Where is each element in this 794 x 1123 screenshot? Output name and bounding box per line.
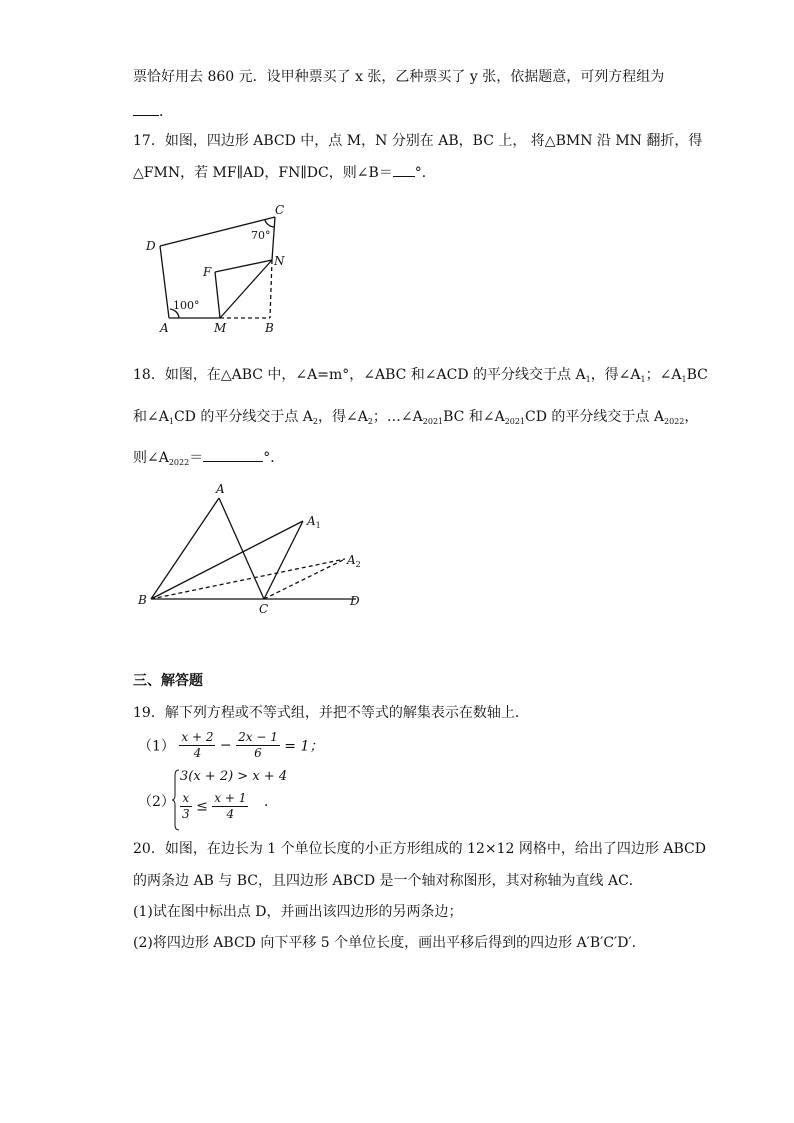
label-M: M (214, 321, 227, 335)
edge-BA (151, 498, 219, 599)
label-C: C (259, 602, 269, 616)
fraction: $\frac{x + 2}{4}$ (181, 730, 214, 760)
edge-BA2-dashed (151, 559, 345, 599)
label-A: A (216, 482, 225, 496)
label-A: A (160, 321, 169, 335)
q18-line1: 18．如图，在△ABC 中，∠A=m°，∠ABC 和∠ACD 的平分线交于点 $A_1$，得$\angle A_1$；$\angle A_1BC$ (133, 367, 708, 384)
label-B: B (265, 321, 274, 335)
edge-NB-dashed (270, 260, 272, 318)
q20-line3: (1)试在图中标出点 D，并画出该四边形的另两条边； (133, 904, 463, 920)
brace-icon (172, 769, 180, 831)
q18-line3: 则$\angle A_{2022}=$ °． (133, 450, 285, 467)
label-B: B (138, 593, 147, 607)
label-F: F (203, 265, 212, 279)
q17-line1: 17．如图，四边形 ABCD 中，点 M，N 分别在 AB，BC 上， 将△BMN 沿 MN 翻折，得 (133, 133, 703, 149)
label-A2: $A_2$ (347, 553, 361, 569)
edge-AC (219, 498, 264, 599)
fraction: $\frac{x + 1}{4}$ (214, 791, 247, 821)
label-D: D (146, 239, 156, 253)
answer-blank (393, 164, 415, 177)
q16-line2: ． (133, 101, 173, 121)
q20-line1: 20．如图，在边长为 1 个单位长度的小正方形组成的 12×12 网格中，给出了四边形 ABCD (133, 841, 706, 857)
label-C: C (275, 203, 285, 217)
angle-c-arc (265, 220, 274, 227)
edge-CA2-dashed (264, 559, 345, 599)
q17-line2: △FMN，若 MF∥AD，FN∥DC，则∠B＝ °． (133, 165, 436, 181)
answer-blank (133, 103, 159, 116)
q19-part1: （1） $\frac{x + 2}{4}$ − $\frac{2x - 1}{6}$ = 1； (138, 730, 324, 760)
q16-line1: 票恰好用去 860 元．设甲种票买了 x 张，乙种票买了 y 张，依据题意，可列方程组为 (133, 69, 665, 85)
q18-line2: 和$\angle A_1CD$ 的平分线交于点 $A_2$，得$\angle A_2$；$\dots\angle A_{2021}BC$ 和$\angle A_{2021}CD$ 的平分线交于点 $A_{2022}$， (133, 409, 699, 426)
answer-blank (203, 449, 263, 462)
label-D: D (350, 594, 360, 608)
fraction: $\frac{x}{3}$ (182, 791, 190, 821)
edge-BA1 (151, 521, 303, 599)
edge-DA (160, 246, 169, 318)
q18-figure (130, 478, 380, 618)
angle-c-label: 70° (251, 229, 271, 242)
edge-FM (215, 272, 220, 318)
inequality-1: 3(x + 2) > x + 4 (180, 769, 288, 784)
label-N: N (274, 254, 285, 268)
label-A1: $A_1$ (307, 514, 321, 530)
section-title: 三、解答题 (133, 673, 203, 689)
q19-stem: 19．解下列方程或不等式组，并把不等式的解集表示在数轴上． (133, 705, 529, 721)
inequality-2: $\frac{x}{3}$ ≤ $\frac{x + 1}{4}$ (182, 791, 247, 821)
q20-line2: 的两条边 AB 与 BC，且四边形 ABCD 是一个轴对称图形，其对称轴为直线 AC． (133, 873, 643, 889)
fraction: $\frac{2x - 1}{6}$ (238, 730, 278, 760)
q20-line4: (2)将四边形 ABCD 向下平移 5 个单位长度，画出平移后得到的四边形 A′B′C′D′. (133, 935, 637, 951)
q17-figure (140, 200, 300, 340)
angle-a-label: 100° (173, 299, 200, 312)
edge-CA1 (264, 521, 303, 599)
